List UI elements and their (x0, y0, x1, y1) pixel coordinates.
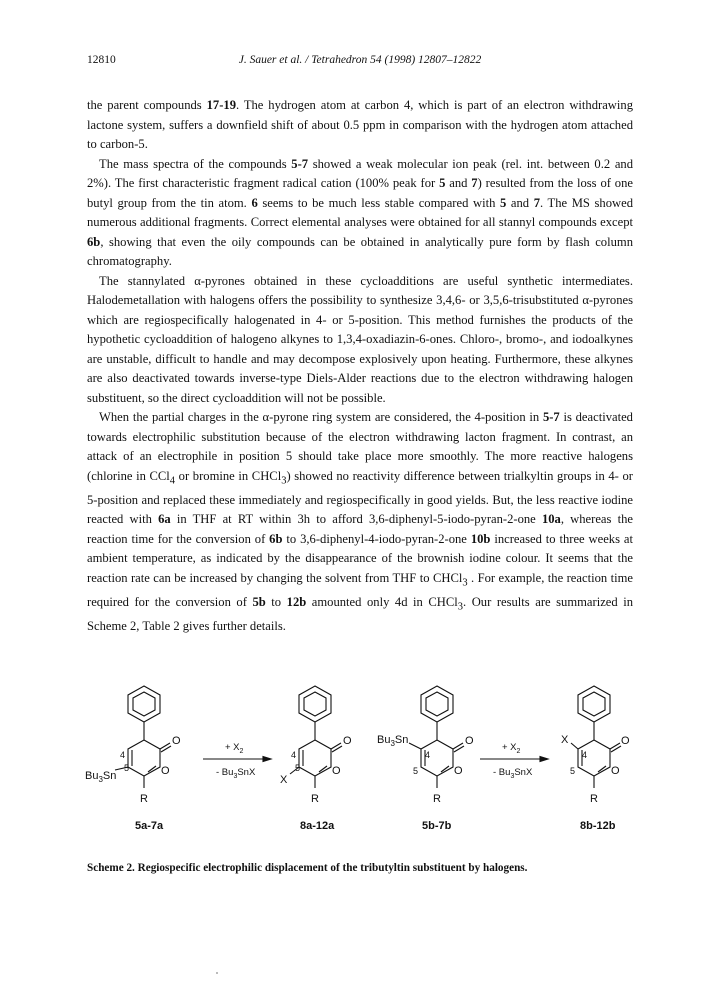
text-run: showed a weak molecular ion peak (rel. int. between 0.2 and 2%). The first characteristic fragment radical cation (100% peak for (87, 156, 633, 190)
text-run: and (506, 195, 534, 210)
c1-pos-4: 4 (120, 750, 126, 760)
c3-r-group: R (433, 793, 441, 805)
c2-compound-id: 8a-12a (300, 820, 335, 832)
compound-ref: 17-19 (206, 98, 236, 112)
text-run: , showing that even the oily compounds can be obtained in analytically pure form by flash column chromatography. (87, 234, 633, 268)
c1-compound-id: 5a-7a (135, 820, 164, 832)
compound-ref: 12b (286, 594, 307, 609)
text-run: . The MS showed numerous additional fragments. Correct elemental analyses were obtained for all stannyl compounds except (87, 195, 633, 229)
paragraph-1 (87, 96, 633, 155)
c2-halogen: X (280, 774, 288, 786)
text-run: When the partial charges in the α-pyrone ring system are considered, the 4-position in (99, 410, 543, 424)
compound-ref: 6b (87, 234, 101, 249)
text-run: to 3,6-diphenyl-4-iodo-pyran-2-one (282, 531, 471, 546)
scheme-2-figure (87, 686, 633, 846)
compound-ref: 7 (533, 195, 540, 210)
compound-ref: 6a (158, 512, 171, 527)
scan-speck (216, 972, 218, 974)
arrow-1-reagent-top: + $X_2$ (225, 742, 244, 755)
page-header (87, 54, 633, 70)
page-number: 12810 (87, 54, 116, 66)
subscript: 3 (281, 475, 287, 487)
c4-pos-4: 4 (582, 750, 588, 760)
text-run: and (445, 176, 472, 190)
c4-ring-oxygen: O (611, 765, 620, 777)
compound-ref: 6 (251, 195, 258, 210)
compound-ref: 5-7 (542, 410, 560, 424)
text-run: . Our results are summarized in Scheme 2, Table 2 gives further details. (87, 594, 634, 633)
paragraph-3 (87, 272, 633, 409)
c3-compound-id: 5b-7b (422, 820, 452, 832)
compound-ref: 10a (541, 512, 561, 527)
arrow-2-reagent-top: + $X_2$ (502, 742, 521, 755)
text-run: The stannylated α-pyrones obtained in these cycloadditions are useful synthetic intermediates. Halodemetallation with halogens offers the possibility to synthesize 3,4,6- or 3,5,6-trisubstituted α-pyrones which are regiospecifically halogenated in 4- or 5-position. This method furnishes the products of the hypothetic cycloaddition of halogeno alkynes to 1,3,4-oxadiazin-6-ones. Chloro-, bromo-, and iodoalkynes are unstable, difficult to handle and may decompose explosively upon heating. Furthermore, these alkynes are also deactivated towards inverse-type Diels-Alder reactions due to the electron withdrawing halogen substituent, so the direct cycloaddition will not be possible. (87, 273, 633, 405)
c2-ring-oxygen: O (332, 765, 341, 777)
c3-pos-4: 4 (425, 750, 431, 760)
c4-pos-5: 5 (570, 766, 576, 776)
text-run: amounted only 4d in CHCl (306, 594, 458, 609)
scheme-drawing (87, 686, 633, 846)
c1-stannyl-group: $Bu_3Sn$ (85, 770, 117, 784)
caption-text: Regiospecific electrophilic displacement of the tributyltin substituent by halogens. (134, 862, 528, 874)
compound-ref: 5 (499, 195, 507, 210)
c2-pos-5: 5 (295, 763, 301, 773)
c3-exo-oxygen: O (465, 735, 474, 747)
text-run: ) showed no reactivity difference between trialkyltin groups in 4- or 5-position and replaced these immediately and regiospecifically in good yields. But, the less reactive iodine reacted with (87, 468, 633, 527)
text-run: , whereas the reaction time for the conversion of (87, 512, 633, 546)
text-run: . The hydrogen atom at carbon 4, which is part of an electron withdrawing lactone system, suffers a downfield shift of about 0.5 ppm in comparison with the hydrogen atom attached to carbon-5. (87, 98, 633, 151)
arrow-1-reagent-bottom: - $Bu_3SnX$ (216, 767, 256, 780)
c3-stannyl-group: $Bu_3Sn$ (377, 734, 409, 748)
subscript: 3 (462, 577, 468, 589)
text-run: in THF at RT within 3h to afford 3,6-diphenyl-5-iodo-pyran-2-one (170, 512, 542, 527)
text-run: ) resulted from the loss of one butyl group from the tin atom. (87, 176, 633, 210)
text-run: to (265, 594, 287, 609)
c1-exo-oxygen: O (172, 735, 181, 747)
c3-pos-5: 5 (413, 766, 419, 776)
c1-r-group: R (140, 793, 148, 805)
reaction-arrow-2-icon (540, 757, 548, 762)
c1-ring-oxygen: O (161, 765, 170, 777)
text-run: The mass spectra of the compounds (99, 156, 292, 171)
compound-ref: 6b (269, 531, 283, 546)
paragraph-4 (87, 408, 633, 636)
compound-ref: 7 (471, 176, 478, 190)
c2-r-group: R (311, 793, 319, 805)
c2-exo-oxygen: O (343, 735, 352, 747)
paragraph-2 (87, 155, 633, 272)
c1-pos-5: 5 (124, 763, 130, 773)
text-run: or bromine in CHCl (175, 468, 282, 483)
reaction-arrow-1-icon (263, 757, 271, 762)
text-run: . For example, the reaction time required for the conversion of (87, 570, 633, 609)
c4-halogen: X (561, 734, 569, 746)
text-run: seems to be much less stable compared with (257, 195, 500, 210)
arrow-2-reagent-bottom: - $Bu_3SnX$ (493, 767, 533, 780)
caption-label: Scheme 2. (87, 862, 135, 874)
c3-ring-oxygen: O (454, 765, 463, 777)
compound-ref: 5-7 (291, 156, 309, 171)
c4-exo-oxygen: O (621, 735, 630, 747)
text-run: increased to three weeks at ambient temperature, as indicated by the disappearance of the brownish iodine colour. It seems that the reaction rate can be increased by changing the solvent from THF to CHCl (87, 531, 633, 585)
text-run: the parent compounds (87, 98, 207, 112)
compound-ref: 10b (470, 531, 491, 546)
subscript: 3 (457, 601, 464, 613)
running-title: J. Sauer et al. / Tetrahedron 54 (1998) 12807–12822 (238, 54, 482, 66)
c4-compound-id: 8b-12b (580, 820, 616, 832)
subscript: 4 (169, 475, 176, 487)
compound-ref: 5b (252, 594, 266, 609)
text-run: is deactivated towards electrophilic substitution because of the electron withdrawing lacton fragment. In contrast, an attack of an electrophile in position 5 should take place more smoothly. The more reactive halogens (chlorine in CCl (87, 410, 633, 483)
article-body (87, 96, 633, 636)
c2-pos-4: 4 (291, 750, 297, 760)
c4-r-group: R (590, 793, 598, 805)
scheme-caption (87, 862, 633, 874)
compound-ref: 5 (439, 176, 446, 190)
